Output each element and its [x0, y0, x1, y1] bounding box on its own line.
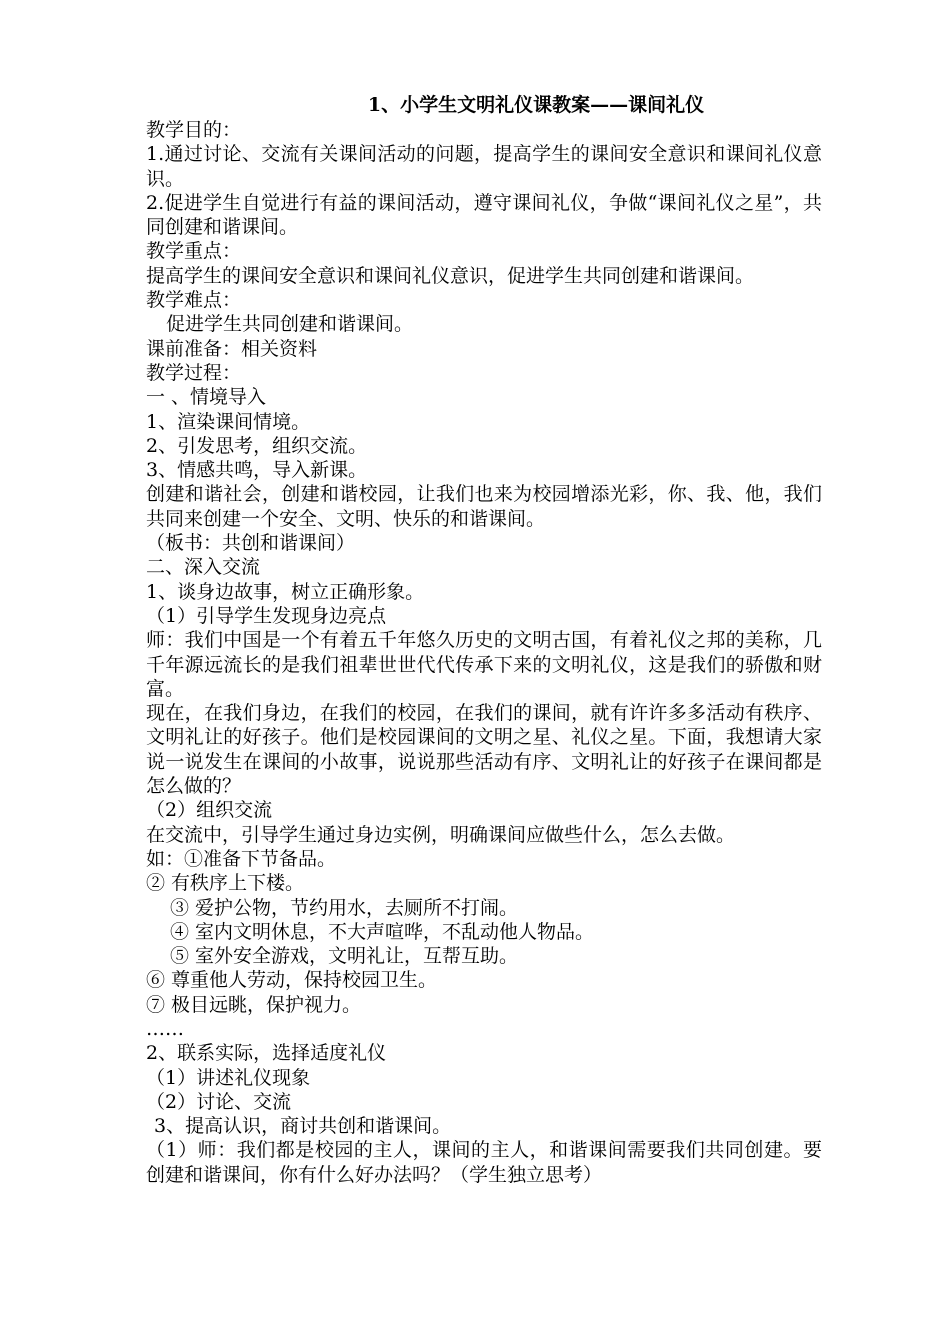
document-page — [146, 92, 822, 1187]
objective-1: 1.通过讨论、交流有关课间活动的问题，提高学生的课间安全意识和课间礼仪意识。 — [146, 143, 822, 190]
example-4: ④ 室内文明休息，不大声喧哗，不乱动他人物品。 — [170, 920, 595, 943]
section-1-board: （板书：共创和谐课间） — [146, 532, 356, 555]
section-2-item-2: 2、联系实际，选择适度礼仪 — [146, 1042, 387, 1065]
section-2-item-2-sub-1: （1）讲述礼仪现象 — [146, 1066, 311, 1089]
example-6: ⑥ 尊重他人劳动，保持校园卫生。 — [146, 969, 438, 992]
section-1-item-3: 3、情感共鸣，导入新课。 — [146, 459, 368, 482]
section-2-text-2: 在交流中，引导学生通过身边实例，明确课间应做些什么，怎么去做。 — [146, 823, 736, 846]
section-2-heading: 二、深入交流 — [146, 556, 261, 579]
document-title: 1、小学生文明礼仪课教案——课间礼仪 — [367, 94, 705, 116]
preparation: 课前准备：相关资料 — [146, 337, 318, 360]
key-heading: 教学重点： — [146, 240, 242, 263]
example-2: ② 有秩序上下楼。 — [146, 872, 305, 895]
section-1-item-2: 2、引发思考，组织交流。 — [146, 434, 368, 457]
section-2-teacher-2: （1）师：我们都是校园的主人，课间的主人，和谐课间需要我们共同创建。要创建和谐课间，你有什么好办法吗？（学生独立思考） — [146, 1139, 822, 1186]
difficulty-heading: 教学难点： — [146, 289, 242, 312]
example-1: 如：①准备下节备品。 — [146, 847, 337, 870]
example-5: ⑤ 室外安全游戏，文明礼让，互帮互助。 — [170, 945, 519, 968]
example-3: ③ 爱护公物，节约用水，去厕所不打闹。 — [170, 896, 519, 919]
section-2-text-1: 现在，在我们身边，在我们的校园，在我们的课间，就有许许多多活动有秩序、文明礼让的好孩子。他们是校园课间的文明之星、礼仪之星。下面，我想请大家说一说发生在课间的小故事，说说那些活动有序、文明礼让的好孩子在课间都是怎么做的？ — [146, 702, 822, 798]
section-2-item-2-sub-2: （2）讨论、交流 — [146, 1090, 292, 1113]
key-text: 提高学生的课间安全意识和课间礼仪意识，促进学生共同创建和谐课间。 — [146, 264, 755, 287]
section-2-item-3: 3、提高认识，商讨共创和谐课间。 — [154, 1115, 452, 1138]
section-2-sub-1: （1）引导学生发现身边亮点 — [146, 604, 387, 627]
section-1-heading: 一 、情境导入 — [146, 386, 267, 409]
difficulty-text: 促进学生共同创建和谐课间。 — [166, 313, 414, 336]
section-2-teacher-1: 师：我们中国是一个有着五千年悠久历史的文明古国，有着礼仪之邦的美称，几千年源远流长的是我们祖辈世世代代传承下来的文明礼仪，这是我们的骄傲和财富。 — [146, 629, 822, 700]
section-1-item-1: 1、渲染课间情境。 — [146, 410, 311, 433]
objective-2: 2.促进学生自觉进行有益的课间活动，遵守课间礼仪，争做“课间礼仪之星”，共同创建和谐课间。 — [146, 191, 822, 239]
section-2-sub-2: （2）组织交流 — [146, 799, 273, 822]
process-heading: 教学过程： — [146, 361, 242, 384]
section-2-item-1: 1、谈身边故事，树立正确形象。 — [146, 580, 425, 603]
ellipsis: …… — [146, 1017, 184, 1040]
section-1-text: 创建和谐社会，创建和谐校园，让我们也来为校园增添光彩，你、我、他，我们共同来创建一个安全、文明、快乐的和谐课间。 — [146, 483, 822, 530]
example-7: ⑦ 极目远眺，保护视力。 — [146, 993, 362, 1016]
objective-heading: 教学目的： — [146, 119, 242, 141]
